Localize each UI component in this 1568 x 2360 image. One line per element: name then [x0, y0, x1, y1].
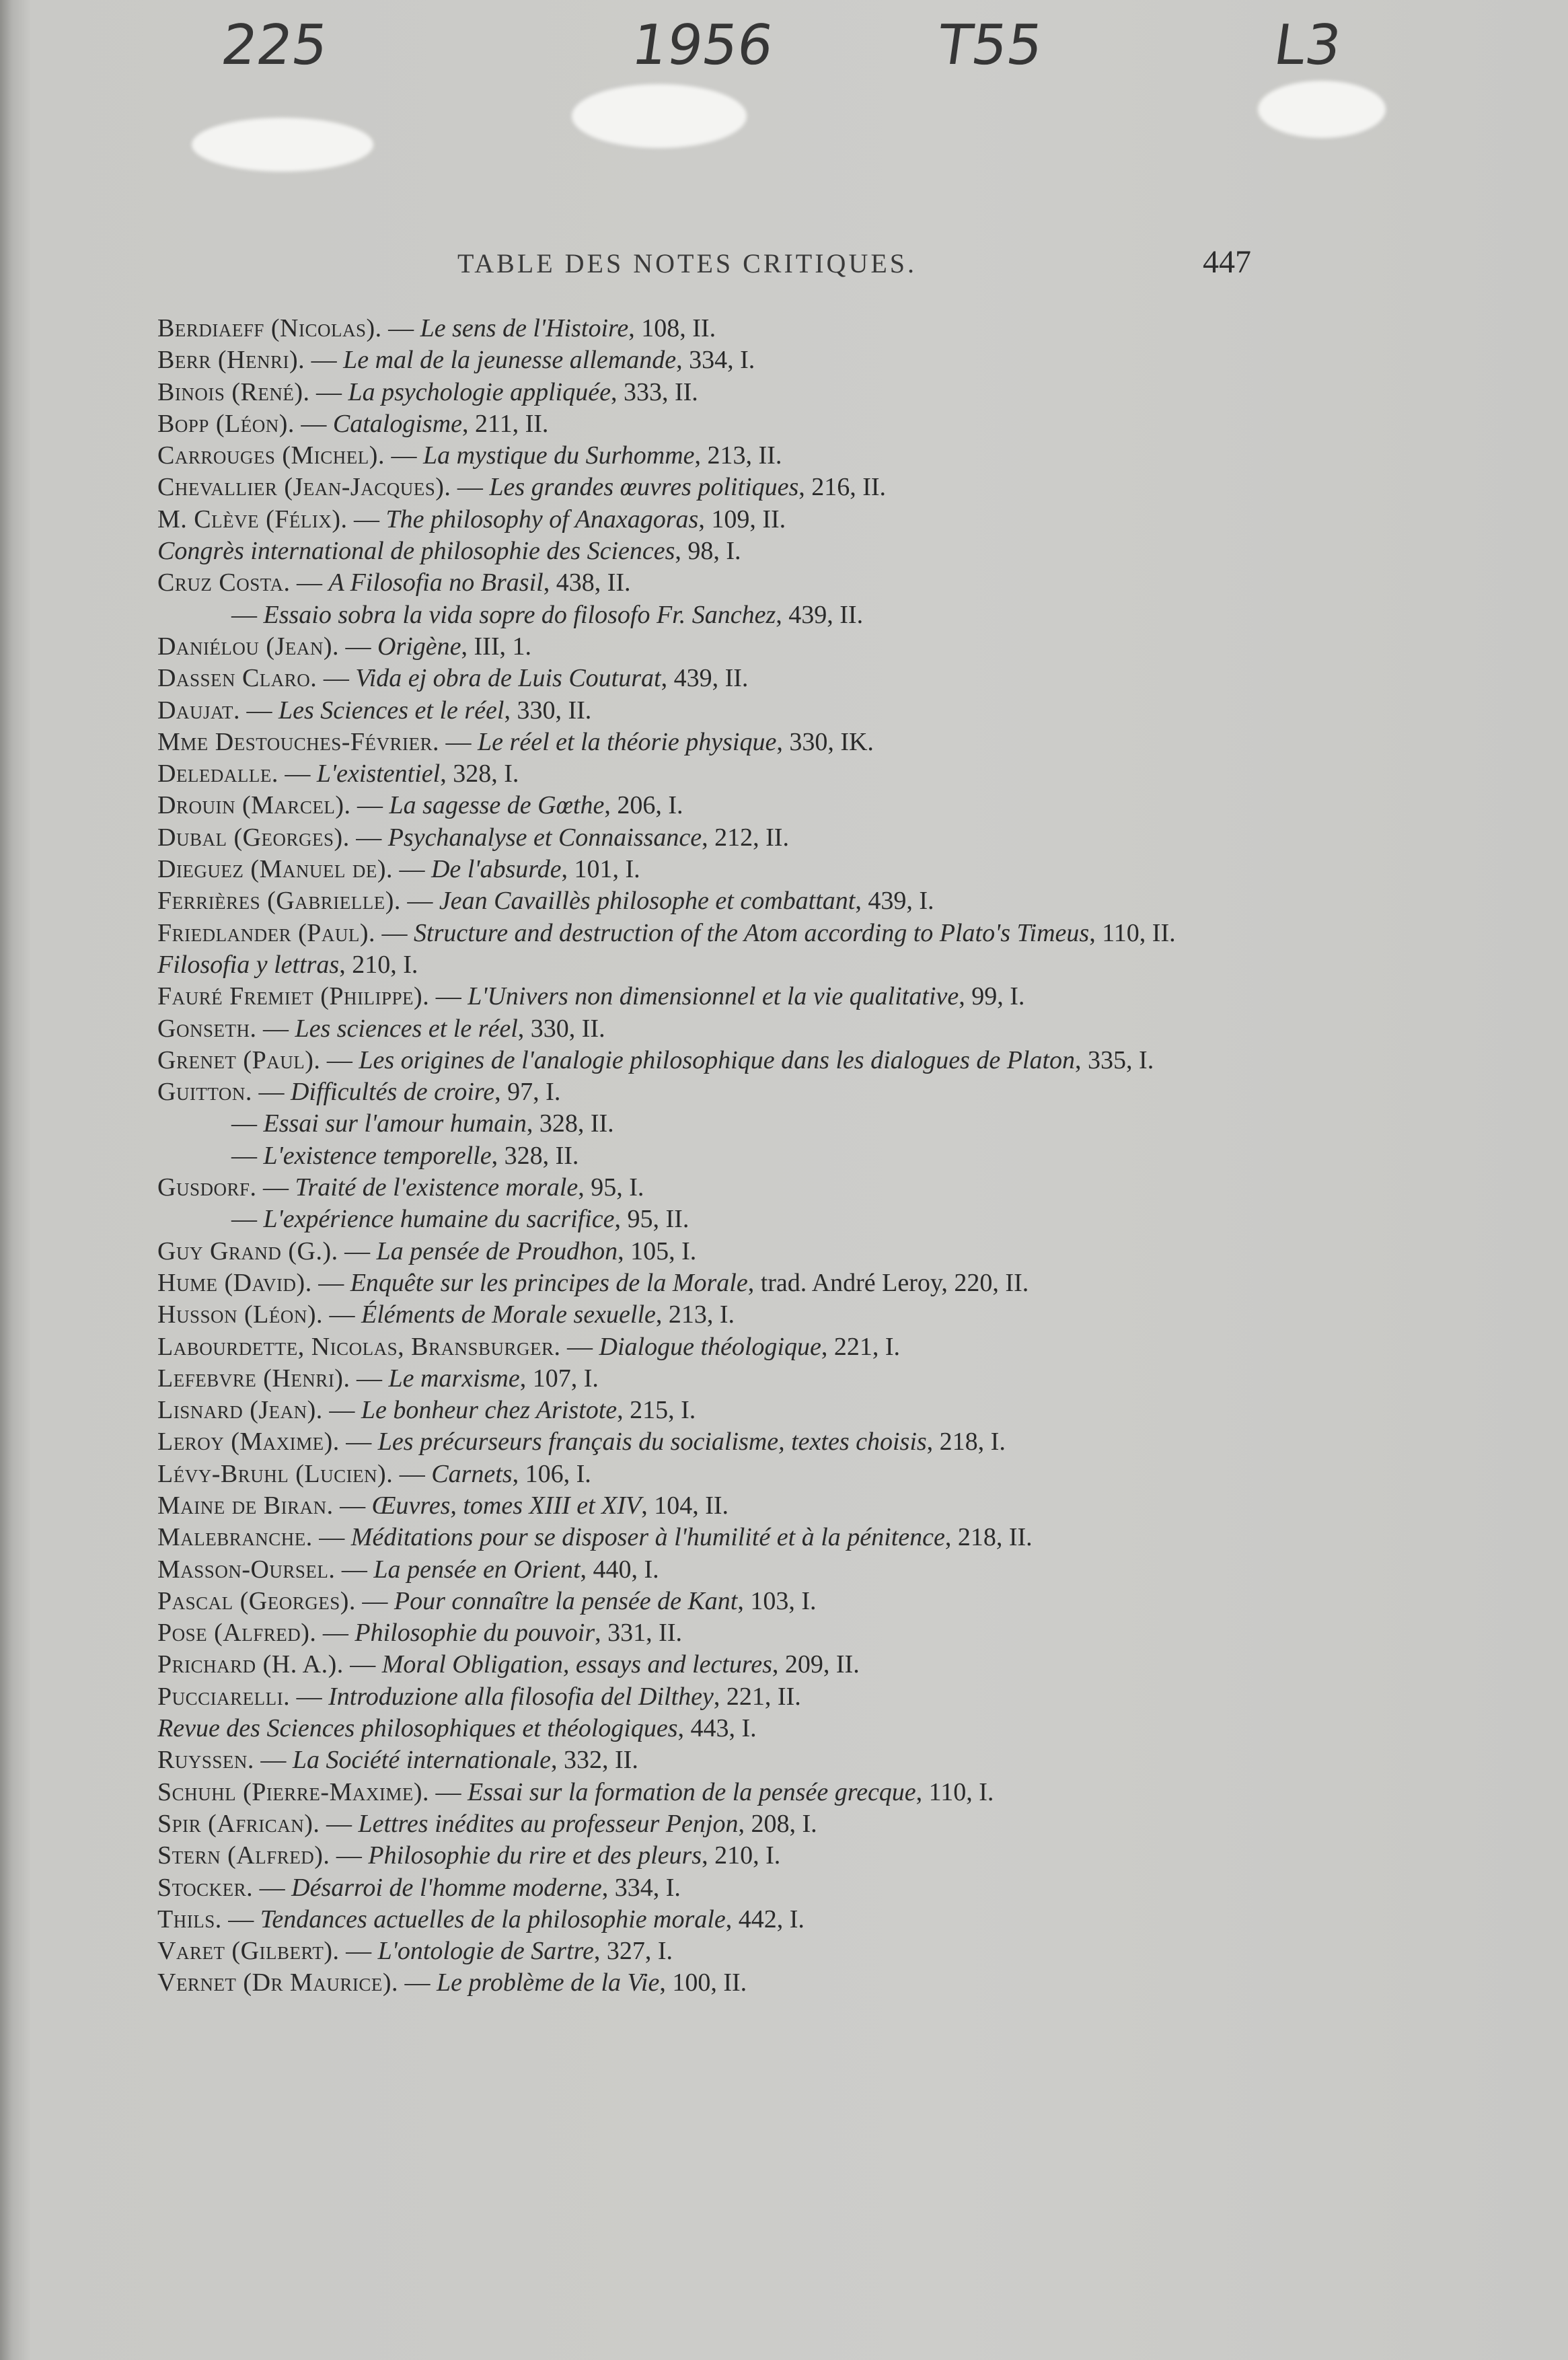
- entry-title: Filosofia y lettras: [157, 950, 340, 979]
- entry-author: Prichard (H. A.).: [157, 1650, 344, 1679]
- entry-reference: , 99, I.: [959, 982, 1025, 1011]
- entry-dash: —: [400, 887, 439, 916]
- index-entry: [157, 1490, 1254, 1522]
- entry-dash: —: [320, 1809, 359, 1838]
- entry-reference: , 216, II.: [798, 473, 887, 502]
- entry-dash: —: [429, 1777, 468, 1806]
- entry-author: Bopp (Léon).: [157, 409, 295, 438]
- entry-dash: —: [231, 600, 264, 629]
- entry-title: Méditations pour se disposer à l'humilité et à la pénitence: [350, 1523, 945, 1552]
- index-entry: [157, 1045, 1254, 1076]
- index-entry: [157, 1522, 1254, 1553]
- entry-author: Pascal (Georges).: [157, 1586, 356, 1615]
- entry-author: Berr (Henri).: [157, 346, 305, 375]
- entry-title: Les Sciences et le réel: [278, 696, 505, 725]
- entry-author: Deledalle.: [157, 760, 278, 788]
- index-entry: [157, 1299, 1254, 1331]
- entry-reference: , 208, I.: [738, 1809, 817, 1838]
- entry-dash: —: [355, 1586, 394, 1615]
- index-entry: [157, 1172, 1254, 1204]
- index-entry: [157, 854, 1254, 885]
- page-header: [155, 244, 1251, 284]
- entry-reference: , 101, I.: [561, 855, 640, 884]
- entry-title: L'Univers non dimensionnel et la vie qualitative: [468, 982, 959, 1011]
- entry-title: La Société internationale: [292, 1746, 552, 1775]
- entry-author: M. Clève (Félix).: [157, 505, 348, 533]
- entry-dash: —: [221, 1905, 260, 1933]
- entry-dash: —: [349, 823, 388, 852]
- entry-title: Essai sur la formation de la pensée grecque: [468, 1777, 916, 1806]
- entry-dash: —: [439, 727, 478, 756]
- entry-author: Dassen Claro.: [157, 664, 318, 693]
- entry-title: Carnets: [431, 1459, 513, 1488]
- entry-reference: , 221, I.: [821, 1332, 901, 1361]
- index-entry: [157, 1267, 1254, 1299]
- entry-dash: —: [317, 664, 356, 693]
- index-entry: [157, 1108, 1254, 1140]
- index-entry: [157, 1649, 1254, 1681]
- entry-title: Éléments de Morale sexuelle: [361, 1300, 656, 1329]
- index-entry: [157, 1331, 1254, 1363]
- entry-dash: —: [375, 918, 414, 947]
- entry-reference: , 442, I.: [725, 1905, 805, 1933]
- entry-dash: —: [253, 1873, 292, 1902]
- entry-title: Revue des Sciences philosophiques et théologiques: [157, 1714, 678, 1743]
- entry-title: The philosophy of Anaxagoras: [385, 505, 699, 533]
- entry-dash: —: [231, 1141, 264, 1170]
- entry-reference: , 218, I.: [926, 1428, 1006, 1456]
- entry-dash: —: [231, 1109, 264, 1138]
- index-entry: [157, 440, 1254, 472]
- entry-reference: , 106, I.: [512, 1459, 591, 1488]
- entry-reference: , 328, II.: [491, 1141, 579, 1170]
- entry-title: Désarroi de l'homme moderne: [291, 1873, 602, 1902]
- paper-patch: [192, 118, 373, 172]
- entry-dash: —: [392, 855, 431, 884]
- entry-reference: , 206, I.: [604, 791, 683, 820]
- entry-dash: —: [231, 1205, 264, 1234]
- entry-reference: , 439, I.: [855, 887, 934, 916]
- index-entry: [157, 663, 1254, 694]
- index-entry: [157, 949, 1254, 981]
- index-entry: [157, 1935, 1254, 1967]
- entry-title: Le réel et la théorie physique: [478, 727, 777, 756]
- index-entry: [157, 472, 1254, 503]
- entry-title: Le marxisme: [388, 1364, 520, 1393]
- entry-reference: , 108, II.: [628, 314, 716, 342]
- entry-dash: —: [254, 1746, 293, 1775]
- entry-dash: —: [393, 1459, 432, 1488]
- entry-author: Lisnard (Jean).: [157, 1396, 323, 1425]
- entry-reference: , 439, II.: [776, 600, 864, 629]
- entry-title: Tendances actuelles de la philosophie morale: [260, 1905, 726, 1933]
- entry-reference: , 328, II.: [526, 1109, 614, 1138]
- entry-dash: —: [350, 791, 389, 820]
- entry-reference: , III, 1.: [461, 632, 531, 661]
- entry-dash: —: [330, 1841, 369, 1870]
- index-entry: [157, 918, 1254, 949]
- entry-reference: , 327, I.: [593, 1937, 673, 1966]
- index-entry: [157, 1967, 1254, 1999]
- entry-reference: , 443, I.: [677, 1714, 757, 1743]
- entry-author: Cruz Costa.: [157, 568, 291, 597]
- entry-dash: —: [322, 1300, 361, 1329]
- index-entry: [157, 1076, 1254, 1108]
- entry-title: Essai sur l'amour humain: [263, 1109, 527, 1138]
- entry-author: Berdiaeff (Nicolas).: [157, 314, 382, 342]
- index-entry: [157, 1395, 1254, 1426]
- entry-title: La psychologie appliquée: [348, 377, 611, 406]
- entry-dash: —: [333, 1491, 372, 1520]
- index-entry: [157, 822, 1254, 854]
- entry-title: Structure and destruction of the Atom according to Plato's Timeus: [414, 918, 1090, 947]
- entry-author: Pose (Alfred).: [157, 1619, 317, 1648]
- entry-title: Philosophie du pouvoir: [354, 1619, 595, 1648]
- index-entry: [157, 1426, 1254, 1458]
- entry-author: Ferrières (Gabrielle).: [157, 887, 401, 916]
- entry-author: Hume (David).: [157, 1268, 312, 1297]
- index-entry: [157, 1840, 1254, 1872]
- entry-author: Gonseth.: [157, 1014, 257, 1043]
- entry-author: Mme Destouches-Février.: [157, 727, 440, 756]
- entry-dash: —: [290, 1682, 329, 1711]
- entry-reference: , 330, II.: [504, 696, 592, 725]
- entry-title: L'ontologie de Sartre: [377, 1937, 594, 1966]
- entry-author: Labourdette, Nicolas, Bransburger.: [157, 1332, 561, 1361]
- entry-reference: , 110, II.: [1089, 918, 1176, 947]
- entry-title: La sagesse de Gœthe: [389, 791, 605, 820]
- index-entry: [157, 599, 1254, 631]
- entry-author: Fauré Fremiet (Philippe).: [157, 982, 430, 1011]
- entry-title: Dialogue théologique: [599, 1332, 821, 1361]
- page-number: 447: [1203, 244, 1251, 280]
- entry-reference: , 213, II.: [694, 441, 782, 470]
- entry-title: L'existentiel: [316, 760, 441, 788]
- entry-title: Essaio sobra la vida sopre do filosofo Fr. Sanchez: [263, 600, 776, 629]
- index-entry: [157, 1140, 1254, 1172]
- entry-title: Enquête sur les principes de la Morale: [350, 1268, 748, 1297]
- entry-title: Les précurseurs français du socialisme, textes choisis: [377, 1428, 927, 1456]
- entry-title: La pensée de Proudhon: [376, 1237, 618, 1265]
- entry-author: Vernet (Dr Maurice).: [157, 1968, 398, 1997]
- index-entry: [157, 1777, 1254, 1808]
- index-entry: [157, 1713, 1254, 1744]
- index-entry: [157, 1236, 1254, 1267]
- entry-dash: —: [339, 632, 377, 661]
- entry-dash: —: [381, 314, 420, 342]
- entry-reference: , 95, II.: [614, 1205, 689, 1234]
- entry-dash: —: [311, 1268, 350, 1297]
- entry-author: Gusdorf.: [157, 1173, 257, 1202]
- entry-title: Lettres inédites au professeur Penjon: [358, 1809, 739, 1838]
- entry-reference: , 330, IK.: [776, 727, 874, 756]
- entry-dash: —: [398, 1968, 437, 1997]
- index-entry: [157, 1808, 1254, 1840]
- entry-reference: , 439, II.: [661, 664, 749, 693]
- entry-reference: , 103, I.: [737, 1586, 817, 1615]
- entry-title: Les grandes œuvres politiques: [489, 473, 799, 502]
- index-entry: [157, 695, 1254, 727]
- index-entry: [157, 1617, 1254, 1649]
- entry-author: Pucciarelli.: [157, 1682, 291, 1711]
- entry-title: Congrès international de philosophie des Sciences: [157, 537, 675, 566]
- entry-title: Les sciences et le réel: [295, 1014, 518, 1043]
- index-entry: [157, 758, 1254, 790]
- index-entry: [157, 1681, 1254, 1713]
- entry-reference: , 211, II.: [462, 409, 549, 438]
- entry-reference: , 97, I.: [494, 1078, 561, 1107]
- index-entry: [157, 1013, 1254, 1045]
- entry-title: Le problème de la Vie: [436, 1968, 660, 1997]
- entry-reference: , 107, I.: [519, 1364, 599, 1393]
- paper-patch: [572, 84, 747, 148]
- handwritten-note-4: L3: [1270, 13, 1345, 77]
- entry-reference: , 210, I.: [339, 950, 418, 979]
- index-entry: [157, 1586, 1254, 1617]
- entry-dash: —: [239, 696, 278, 725]
- entry-reference: , 334, I.: [601, 1873, 681, 1902]
- entry-author: Lefebvre (Henri).: [157, 1364, 350, 1393]
- entry-title: Traité de l'existence morale: [295, 1173, 578, 1202]
- entry-author: Malebranche.: [157, 1523, 313, 1552]
- entry-title: Moral Obligation, essays and lectures: [381, 1650, 772, 1679]
- index-entry: [157, 790, 1254, 821]
- entry-author: Stocker.: [157, 1873, 254, 1902]
- entry-reference: , 209, II.: [772, 1650, 860, 1679]
- entry-author: Schuhl (Pierre-Maxime).: [157, 1777, 429, 1806]
- entry-title: L'expérience humaine du sacrifice: [263, 1205, 615, 1234]
- entry-reference: , 105, I.: [618, 1237, 697, 1265]
- entry-title: Philosophie du rire et des pleurs: [368, 1841, 702, 1870]
- entry-title: Œuvres, tomes XIII et XIV: [371, 1491, 642, 1520]
- entry-reference: , 109, II.: [698, 505, 786, 533]
- entry-author: Husson (Léon).: [157, 1300, 323, 1329]
- entry-author: Masson-Oursel.: [157, 1555, 336, 1584]
- index-entry: [157, 536, 1254, 567]
- entry-dash: —: [339, 1428, 378, 1456]
- page-title: TABLE DES NOTES CRITIQUES.: [457, 248, 918, 279]
- entry-dash: —: [350, 1364, 389, 1393]
- entry-author: Leroy (Maxime).: [157, 1428, 340, 1456]
- entry-author: Chevallier (Jean-Jacques).: [157, 473, 451, 502]
- entry-title: Pour connaître la pensée de Kant: [394, 1586, 738, 1615]
- entry-title: Origène: [377, 632, 461, 661]
- entry-title: Psychanalyse et Connaissance: [387, 823, 702, 852]
- entry-reference: , 330, II.: [517, 1014, 605, 1043]
- index-entry: [157, 885, 1254, 917]
- entry-title: Jean Cavaillès philosophe et combattant: [439, 887, 856, 916]
- entry-dash: —: [305, 346, 344, 375]
- entry-title: Difficultés de croire: [290, 1078, 495, 1107]
- entry-title: Le sens de l'Histoire: [420, 314, 629, 342]
- entry-dash: —: [560, 1332, 599, 1361]
- entry-title: A Filosofia no Brasil: [328, 568, 544, 597]
- handwritten-note-2: 1956: [628, 13, 778, 77]
- entry-reference: , 332, II.: [551, 1746, 638, 1775]
- paper-patch: [1258, 81, 1386, 138]
- entry-reference: , 218, II.: [944, 1523, 1033, 1552]
- index-entry: [157, 1904, 1254, 1935]
- entry-dash: —: [343, 1650, 382, 1679]
- index-entry: [157, 408, 1254, 440]
- entry-title: Vida ej obra de Luis Couturat: [355, 664, 661, 693]
- index-entry: [157, 1554, 1254, 1586]
- index-entry: [157, 1204, 1254, 1235]
- entry-author: Drouin (Marcel).: [157, 791, 351, 820]
- entry-reference: , 334, I.: [676, 346, 755, 375]
- entry-author: Carrouges (Michel).: [157, 441, 385, 470]
- entry-author: Varet (Gilbert).: [157, 1937, 340, 1966]
- entry-dash: —: [252, 1078, 291, 1107]
- entry-author: Dieguez (Manuel de).: [157, 855, 393, 884]
- entry-reference: , 438, II.: [543, 568, 631, 597]
- entry-dash: —: [278, 760, 317, 788]
- entry-author: Lévy-Bruhl (Lucien).: [157, 1459, 394, 1488]
- entry-author: Grenet (Paul).: [157, 1045, 321, 1074]
- index-entry: [157, 567, 1254, 599]
- entry-reference: , 98, I.: [675, 537, 741, 566]
- index-entry: [157, 344, 1254, 376]
- entry-reference: , 335, I.: [1075, 1045, 1154, 1074]
- entry-dash: —: [347, 505, 386, 533]
- handwritten-note-1: 225: [217, 13, 332, 77]
- entry-reference: , 333, II.: [610, 377, 698, 406]
- entry-reference: , 213, I.: [655, 1300, 735, 1329]
- entry-dash: —: [312, 1523, 351, 1552]
- index-entry: [157, 727, 1254, 758]
- entry-reference: , 212, II.: [702, 823, 789, 852]
- entry-title: Catalogisme: [332, 409, 463, 438]
- index-entry: [157, 313, 1254, 344]
- entry-reference: , 210, I.: [702, 1841, 781, 1870]
- entry-reference: , 221, II.: [713, 1682, 801, 1711]
- entry-dash: —: [256, 1014, 295, 1043]
- entry-reference: , 110, I.: [916, 1777, 994, 1806]
- entry-reference: , 104, II.: [641, 1491, 729, 1520]
- entry-reference: , 215, I.: [617, 1396, 696, 1425]
- entry-title: L'existence temporelle: [263, 1141, 492, 1170]
- index-entry: [157, 1872, 1254, 1904]
- handwritten-note-3: T55: [934, 13, 1047, 77]
- entry-dash: —: [451, 473, 490, 502]
- entry-dash: —: [339, 1937, 378, 1966]
- entry-dash: —: [429, 982, 468, 1011]
- entry-reference: , 328, I.: [440, 760, 519, 788]
- entry-reference: , 331, II.: [595, 1619, 682, 1648]
- entry-author: Daujat.: [157, 696, 240, 725]
- entry-title: La pensée en Orient: [373, 1555, 581, 1584]
- entry-reference: , 440, I.: [580, 1555, 659, 1584]
- entry-dash: —: [316, 1619, 355, 1648]
- entry-dash: —: [309, 377, 348, 406]
- index-entry: [157, 504, 1254, 536]
- entry-dash: —: [335, 1555, 374, 1584]
- entry-author: Daniélou (Jean).: [157, 632, 339, 661]
- entry-title: Le mal de la jeunesse allemande: [343, 346, 677, 375]
- entry-reference: , 95, I.: [578, 1173, 644, 1202]
- index-entry: [157, 981, 1254, 1012]
- index-entry: [157, 1363, 1254, 1395]
- entry-author: Stern (Alfred).: [157, 1841, 330, 1870]
- entry-author: Friedlander (Paul).: [157, 918, 376, 947]
- entry-title: La mystique du Surhomme: [422, 441, 695, 470]
- entry-author: Ruyssen.: [157, 1746, 254, 1775]
- entry-title: De l'absurde: [431, 855, 562, 884]
- entry-dash: —: [290, 568, 329, 597]
- entry-dash: —: [338, 1237, 377, 1265]
- entry-title: Les origines de l'analogie philosophique dans les dialogues de Platon: [359, 1045, 1076, 1074]
- entry-dash: —: [384, 441, 423, 470]
- entry-reference: , 100, II.: [659, 1968, 747, 1997]
- index-list: [157, 313, 1254, 1999]
- entry-author: Guitton.: [157, 1078, 252, 1107]
- index-entry: [157, 631, 1254, 663]
- entry-author: Dubal (Georges).: [157, 823, 350, 852]
- index-entry: [157, 377, 1254, 408]
- entry-author: Guy Grand (G.).: [157, 1237, 338, 1265]
- index-entry: [157, 1744, 1254, 1776]
- entry-author: Binois (René).: [157, 377, 310, 406]
- entry-dash: —: [322, 1396, 361, 1425]
- entry-author: Thils.: [157, 1905, 222, 1933]
- entry-reference: , trad. André Leroy, 220, II.: [747, 1268, 1029, 1297]
- entry-title: Le bonheur chez Aristote: [361, 1396, 618, 1425]
- entry-author: Spir (African).: [157, 1809, 320, 1838]
- index-entry: [157, 1459, 1254, 1490]
- entry-dash: —: [294, 409, 333, 438]
- entry-title: Introduzione alla filosofia del Dilthey: [328, 1682, 714, 1711]
- entry-dash: —: [256, 1173, 295, 1202]
- entry-author: Maine de Biran.: [157, 1491, 334, 1520]
- entry-dash: —: [320, 1045, 359, 1074]
